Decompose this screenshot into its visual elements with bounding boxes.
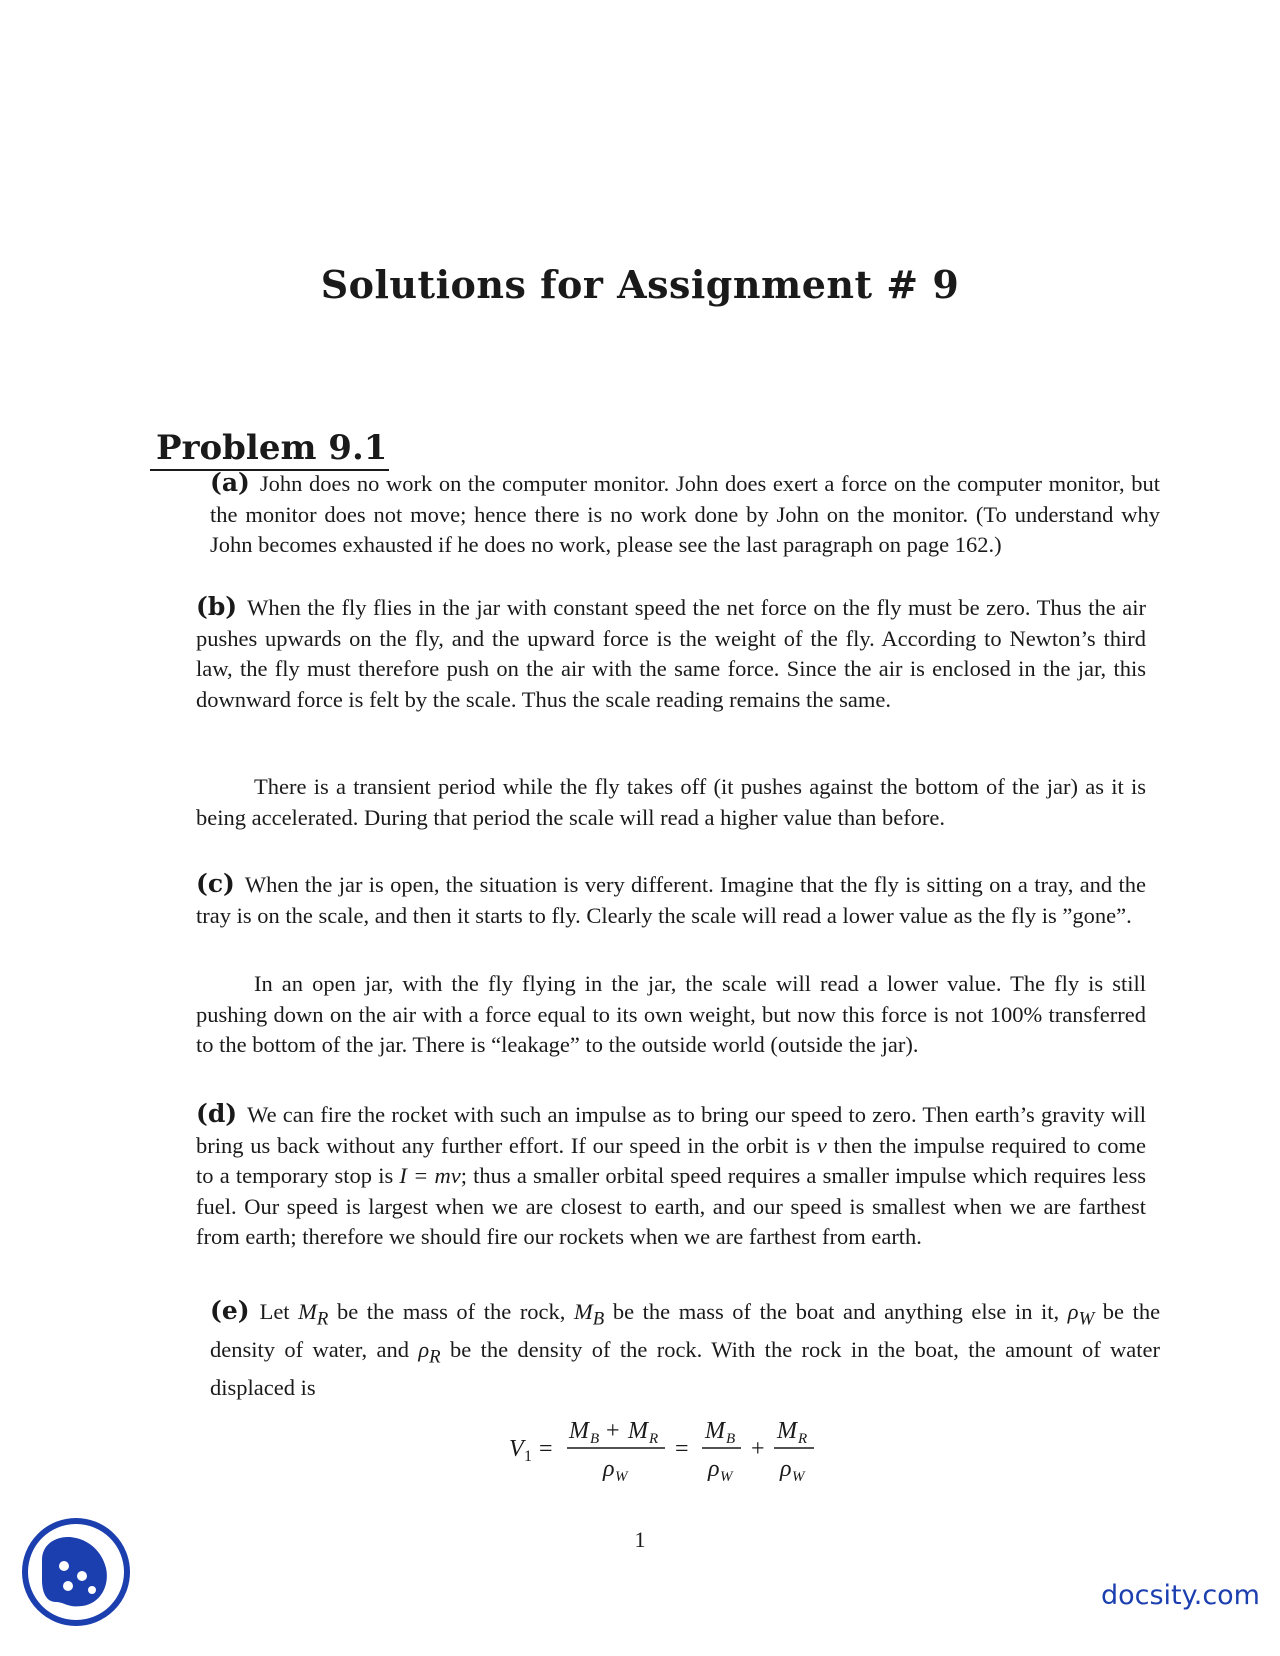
page-number: 1 <box>634 1527 646 1552</box>
eq-frac3-num: M <box>777 1418 797 1444</box>
part-d-text-1: We can fire the rocket with such an impulse as to bring our speed to zero. Then earth’s gravity will bring us back without any further effort. If our speed in the orbit is <box>196 1102 1146 1158</box>
eq-frac3-den: ρ <box>780 1456 792 1482</box>
part-e-text-3: be the mass of the boat and anything else in it, <box>612 1299 1060 1324</box>
problem-heading: Problem 9.1 <box>150 428 389 471</box>
part-d-formula: I = mv <box>399 1163 461 1188</box>
part-c-paragraph <box>196 869 1146 931</box>
part-e-sub-b: B <box>592 1308 605 1330</box>
part-d-label: (d) <box>196 1099 238 1128</box>
eq-frac1-num-m1: M <box>569 1418 589 1444</box>
part-d-var-v: v <box>816 1132 827 1158</box>
eq-frac2-den: ρ <box>708 1456 720 1482</box>
part-b-text: When the fly flies in the jar with constant speed the net force on the fly must be zero. Thus the air pushes upwards on the fly, and the upward force is the weight of the fly. According to Newton’s third law, the fly must therefore push on the air with the same force. Since the air is enclosed in the jar, this downward force is felt by the scale. Thus the scale reading remains the same. <box>196 595 1146 712</box>
part-e-paragraph <box>196 1296 1160 1404</box>
displacement-equation <box>505 1408 845 1488</box>
eq-lhs-sub: 1 <box>524 1448 532 1465</box>
part-e-text-2: be the mass of the rock, <box>336 1299 566 1324</box>
eq-frac1-num-sub1: B <box>590 1431 600 1447</box>
part-e-sub-r: R <box>316 1308 329 1330</box>
part-e-sub-r2: R <box>429 1346 441 1368</box>
eq-frac1-num-plus: + <box>606 1418 620 1444</box>
docsity-logo-icon[interactable] <box>20 1516 132 1628</box>
part-d-paragraph <box>196 1099 1146 1253</box>
docsity-brand-link[interactable]: docsity.com <box>1100 1580 1260 1611</box>
part-e-sym-mb: M <box>574 1299 593 1324</box>
part-c-label: (c) <box>196 869 235 898</box>
part-e-label: (e) <box>210 1296 250 1325</box>
part-b-label: (b) <box>196 592 238 621</box>
part-c-followup: In an open jar, with the fly flying in the jar, the scale will read a lower value. The fly is still pushing down on the air with a force equal to its own weight, but now this force is not 100% transferred to the bottom of the jar. There is “leakage” to the outside world (outside the jar). <box>196 971 1146 1057</box>
part-a-text: John does no work on the computer monitor. John does exert a force on the computer monitor, but the monitor does not move; hence there is no work done by John on the monitor. (To understand why John becomes exhausted if he does no work, please see the last paragraph on page 162.) <box>210 471 1160 557</box>
part-d-text-3: ; thus a smaller orbital speed requires a smaller impulse which requires less fuel. Our speed is largest when we are closest to earth, and our speed is smallest when we are farthest from earth; therefore we should fire our rockets when we are farthest from earth. <box>196 1163 1147 1249</box>
part-b-paragraph <box>196 592 1146 715</box>
eq-equals-1: = <box>539 1436 553 1462</box>
part-a-label: (a) <box>210 468 250 497</box>
part-a-paragraph <box>196 468 1160 561</box>
eq-frac2-den-sub: W <box>720 1469 733 1485</box>
eq-plus: + <box>751 1436 765 1462</box>
eq-frac3-den-sub: W <box>792 1469 805 1485</box>
part-e-sub-w: W <box>1078 1308 1095 1330</box>
part-e-text-5: be the density of the rock. With the rock in the boat, the amount of water displaced is <box>210 1337 1161 1400</box>
eq-frac1-den-sub: W <box>615 1469 628 1485</box>
part-e-text-1: Let <box>259 1299 290 1324</box>
eq-lhs: V <box>509 1436 524 1462</box>
eq-frac3-num-sub: R <box>798 1431 808 1447</box>
eq-frac1-num-m2: M <box>628 1418 648 1444</box>
eq-equals-2: = <box>675 1436 689 1462</box>
part-e-text-4: be the density of water, and <box>210 1299 1161 1362</box>
part-e-sym-mr: M <box>298 1299 317 1324</box>
part-e-sym-rho-w: ρ <box>1067 1299 1079 1324</box>
eq-frac2-num: M <box>705 1418 725 1444</box>
part-c-text: When the jar is open, the situation is very different. Imagine that the fly is sitting on a tray, and the tray is on the scale, and then it starts to fly. Clearly the scale will read a lower value as the fly is ”gone”. <box>196 872 1146 928</box>
eq-frac2-num-sub: B <box>726 1431 736 1447</box>
part-e-sym-rho-r: ρ <box>418 1337 430 1362</box>
part-b-followup: There is a transient period while the fly takes off (it pushes against the bottom of the jar) as it is being accelerated. During that period the scale will read a higher value than before. <box>196 774 1146 830</box>
document-title: Solutions for Assignment # 9 <box>320 262 960 307</box>
eq-frac1-den: ρ <box>603 1456 615 1482</box>
part-d-text-2: then the impulse required to come to a temporary stop is <box>196 1132 1147 1188</box>
eq-frac1-num-sub2: R <box>649 1431 659 1447</box>
